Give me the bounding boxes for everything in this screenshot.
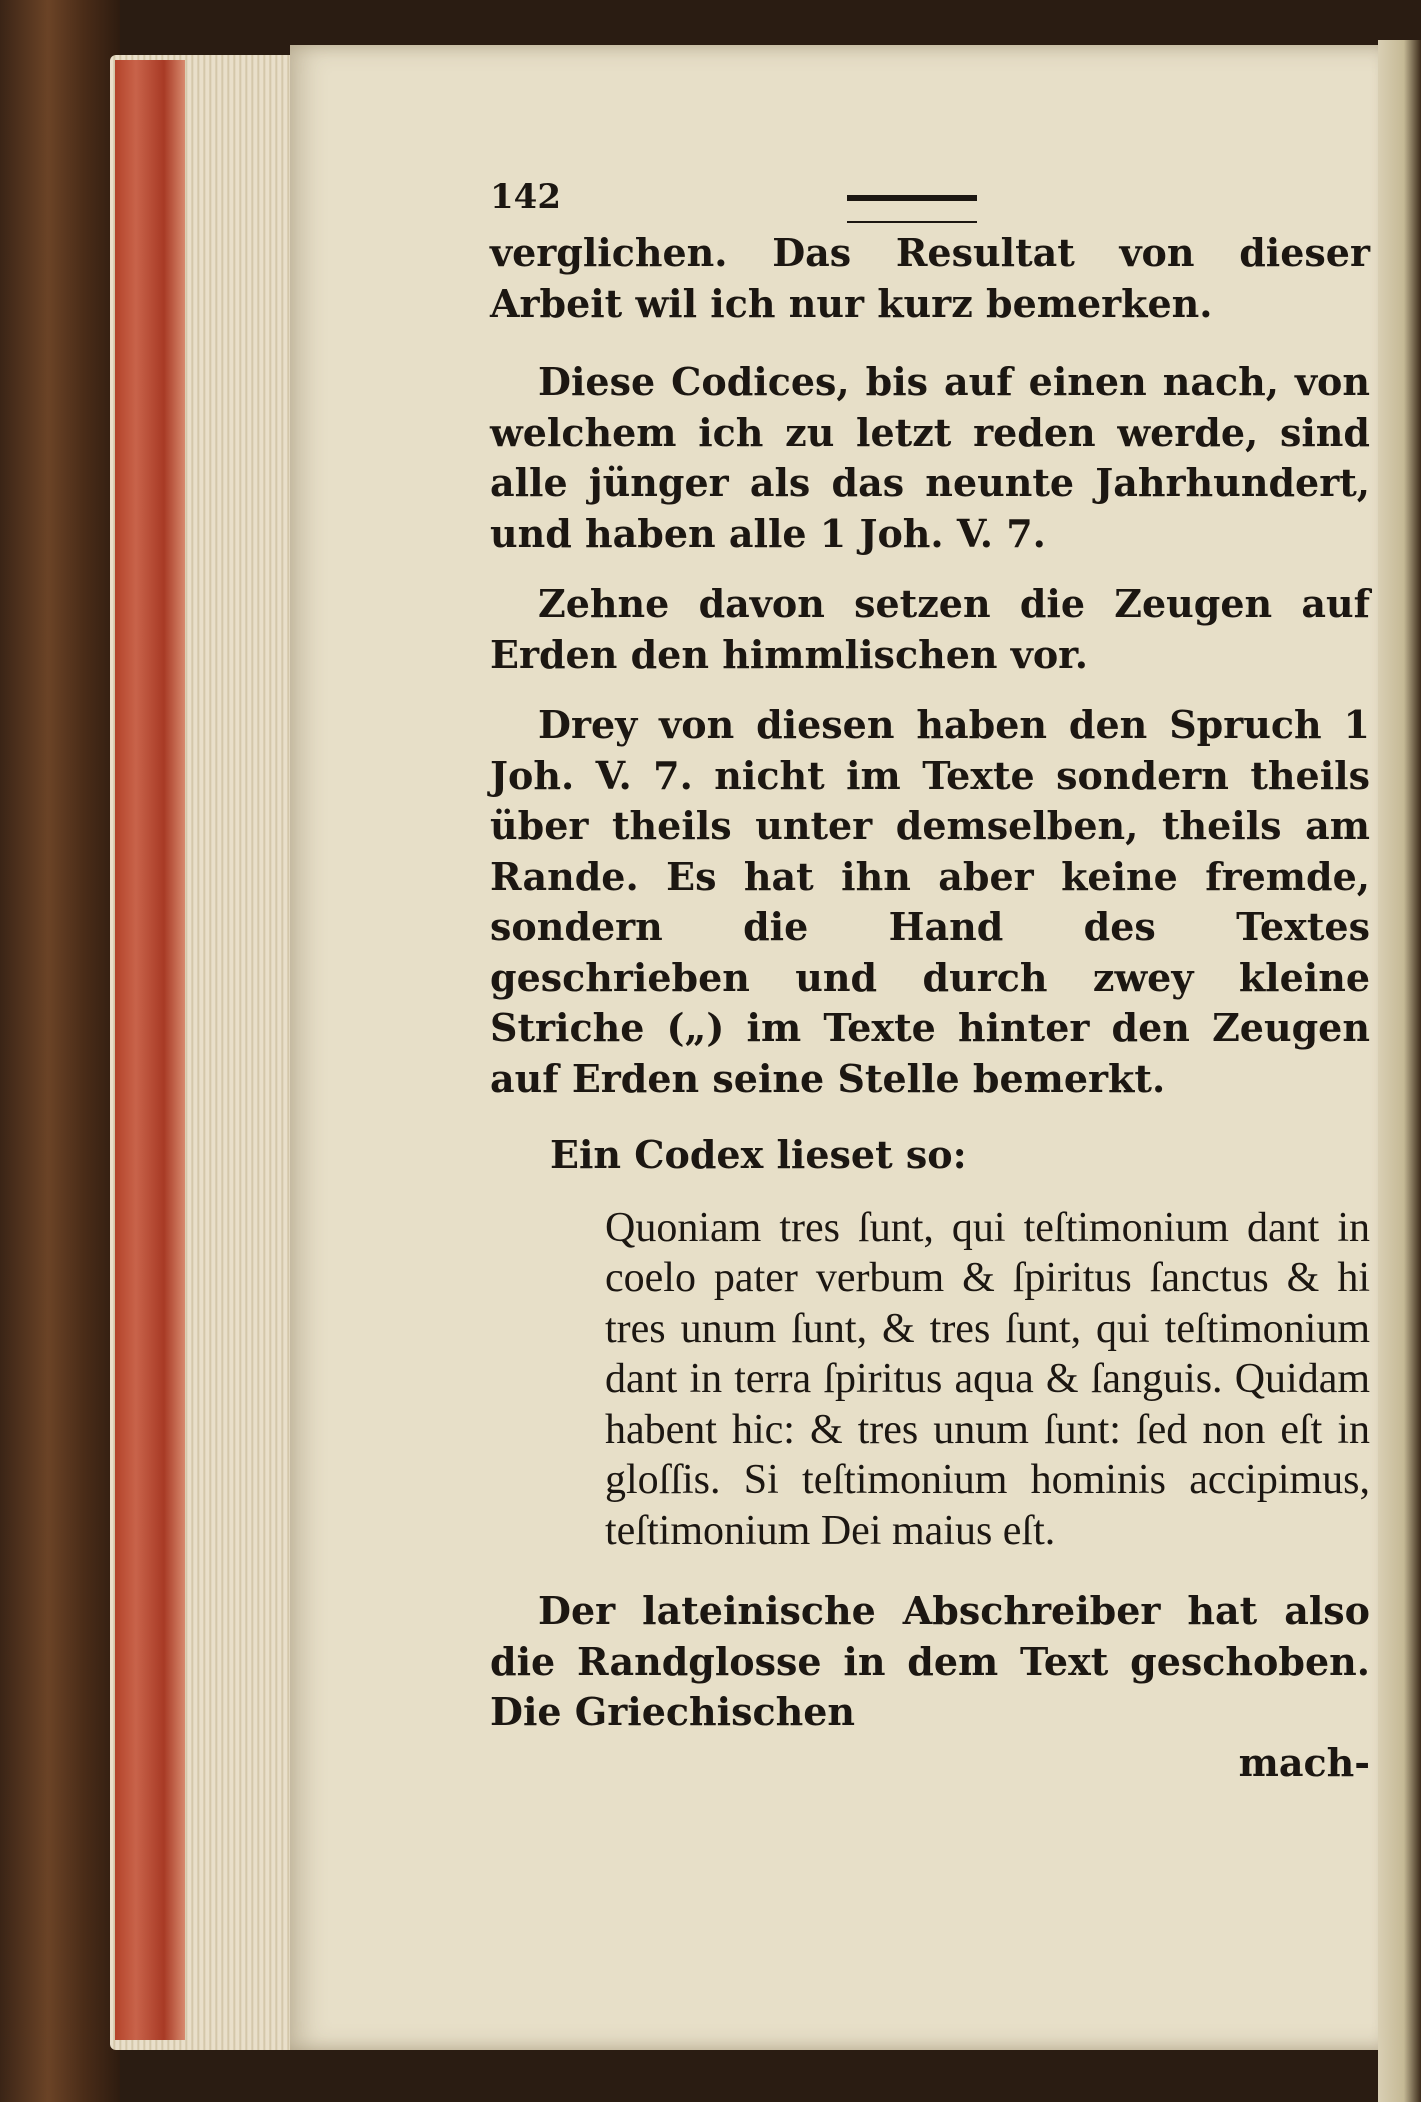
latin-quote: Quoniam tres ſunt, qui teſtimonium dant in coelo pater verbum & ſpiritus ſanctus & hi tres unum ſunt, & tres ſunt, qui teſtimonium dant in terra ſpiritus aqua & ſanguis. Quidam habent hic: & tres unum ſunt: ſed non eſt in gloſſis. Si teſtimonium hominis accipimus, teſtimonium Dei maius eſt. [605, 1204, 1370, 1554]
paragraph-1: verglichen. Das Resultat von dieser Arbeit wil ich nur kurz bemerken. [490, 230, 1370, 326]
book-binding [0, 0, 120, 2102]
paragraph-4: Drey von diesen haben den Spruch 1 Joh. V. 7. nicht im Texte sondern theils über theils unter demselben, theils am Rande. Es hat ihn aber keine fremde, sondern die Hand des Textes geschrieben und durch zwey kleine Striche („) im Texte hinter den Zeugen auf Erden seine Stelle bemerkt. [490, 702, 1370, 1101]
book-page [290, 45, 1390, 2050]
page-content [490, 145, 1370, 1788]
header-rule [847, 195, 977, 223]
paragraph-3: Zehne davon setzen die Zeugen auf Erden den himmlischen vor. [490, 581, 1370, 677]
page-right-edge [1378, 40, 1421, 2102]
closing-paragraph: Der lateinische Abschreiber hat also die Randglosse in dem Text geschoben. Die Griechischen [490, 1588, 1370, 1734]
page-header [490, 145, 1370, 220]
paragraph-5: Ein Codex lieset so: [550, 1132, 967, 1177]
paragraph-2: Diese Codices, bis auf einen nach, von welchem ich zu letzt reden werde, sind alle jünger als das neunte Jahrhundert, und haben alle 1 Joh. V. 7. [490, 359, 1370, 556]
red-page-edge [115, 60, 185, 2040]
page-number: 142 [490, 177, 561, 217]
catchword: mach- [1238, 1739, 1370, 1785]
